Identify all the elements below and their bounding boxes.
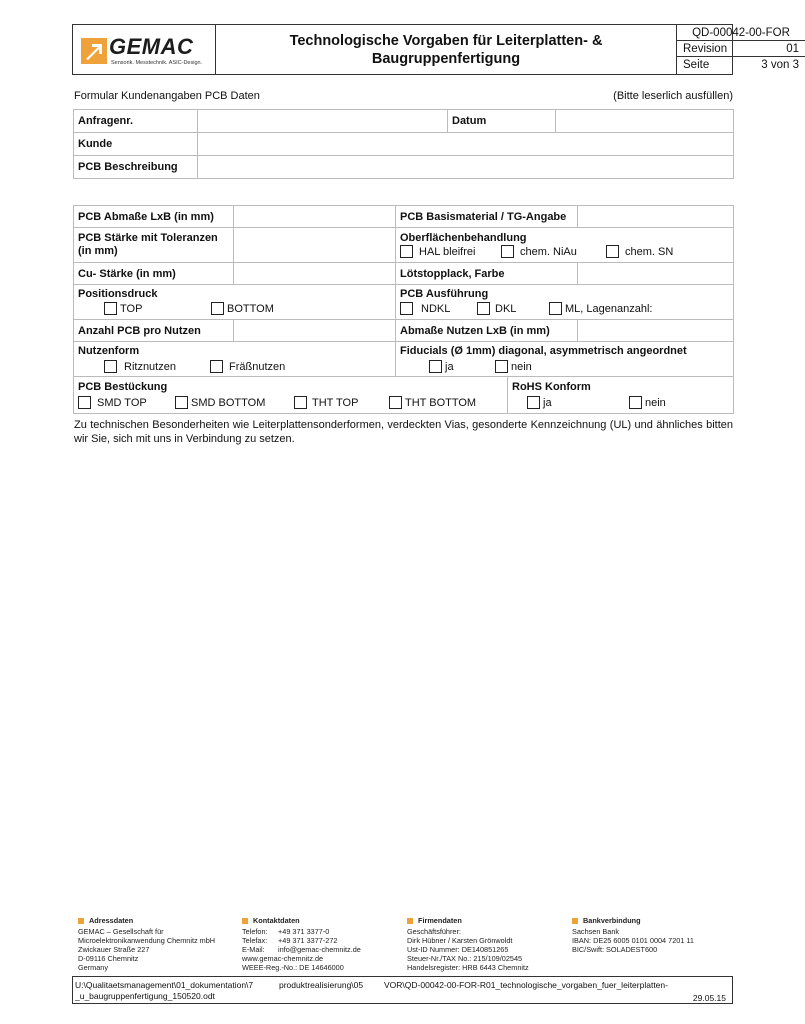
loetstopp-label: Lötstopplack, Farbe bbox=[396, 263, 578, 285]
option-chem-niau[interactable]: chem. NiAu bbox=[501, 245, 577, 258]
anzahl-nutzen-label: Anzahl PCB pro Nutzen bbox=[74, 320, 234, 342]
checkbox[interactable] bbox=[104, 360, 117, 373]
positionsdruck-label: Positionsdruck bbox=[74, 285, 396, 320]
revision-row bbox=[677, 41, 805, 57]
option-ritznutzen[interactable]: Ritznutzen bbox=[104, 360, 176, 373]
option-rohs-nein[interactable]: nein bbox=[629, 396, 666, 409]
doc-id: QD-00042-00-FOR bbox=[677, 25, 805, 41]
datum-field[interactable] bbox=[556, 110, 734, 133]
note-text: Zu technischen Besonderheiten wie Leiterplattensonderformen, verdeckten Vias, gesonderte Kennzeichnung (UL) und ähnliches bitten wir Sie, sich mit uns in Verbindung zu setzen. bbox=[74, 419, 733, 445]
checkbox[interactable] bbox=[429, 360, 442, 373]
fiducials-label: Fiducials (Ø 1mm) diagonal, asymmetrisch angeordnet bbox=[396, 342, 734, 377]
page-row bbox=[677, 57, 805, 73]
ausfuehrung-label: PCB Ausführung bbox=[396, 285, 734, 320]
title-line-1: Technologische Vorgaben für Leiterplatten- & bbox=[289, 32, 603, 49]
basismaterial-label: PCB Basismaterial / TG-Angabe bbox=[396, 206, 578, 228]
option-tht-top[interactable]: THT TOP bbox=[294, 396, 358, 409]
footer-bankverbindung: Bankverbindung Sachsen Bank IBAN: DE25 6005 0101 0004 7201 11 BIC/Swift: SOLADEST600 bbox=[572, 916, 694, 954]
revision-label: Revision bbox=[683, 42, 728, 55]
rohs-label: RoHS Konform bbox=[508, 377, 734, 414]
checkbox[interactable] bbox=[400, 245, 413, 258]
document-title bbox=[216, 25, 677, 74]
option-fiducials-nein[interactable]: nein bbox=[495, 360, 532, 373]
checkbox[interactable] bbox=[294, 396, 307, 409]
form-title: Formular Kundenangaben PCB Daten bbox=[74, 90, 260, 102]
checkbox[interactable] bbox=[389, 396, 402, 409]
checkbox[interactable] bbox=[210, 360, 223, 373]
abmasse-nutzen-field[interactable] bbox=[578, 320, 734, 342]
beschreibung-label: PCB Beschreibung bbox=[74, 156, 198, 179]
cu-staerke-label: Cu- Stärke (in mm) bbox=[74, 263, 234, 285]
option-ml[interactable]: ML, Lagenanzahl: bbox=[549, 302, 652, 315]
logo-tagline: Sensorik. Messtechnik. ASIC-Design. bbox=[111, 60, 203, 66]
option-top[interactable]: TOP bbox=[104, 302, 142, 315]
checkbox[interactable] bbox=[400, 302, 413, 315]
checkbox[interactable] bbox=[606, 245, 619, 258]
title-line-2: Baugruppenfertigung bbox=[371, 50, 521, 67]
checkbox[interactable] bbox=[477, 302, 490, 315]
revision-value: 01 bbox=[786, 42, 799, 55]
loetstopp-field[interactable] bbox=[578, 263, 734, 285]
nutzenform-label: Nutzenform bbox=[74, 342, 396, 377]
option-rohs-ja[interactable]: ja bbox=[527, 396, 552, 409]
checkbox[interactable] bbox=[549, 302, 562, 315]
abmasse-field[interactable] bbox=[234, 206, 396, 228]
option-smd-bottom[interactable]: SMD BOTTOM bbox=[175, 396, 265, 409]
option-chem-sn[interactable]: chem. SN bbox=[606, 245, 673, 258]
option-tht-bottom[interactable]: THT BOTTOM bbox=[389, 396, 476, 409]
checkbox[interactable] bbox=[211, 302, 224, 315]
bullet-icon bbox=[242, 918, 248, 924]
staerke-label: PCB Stärke mit Toleranzen (in mm) bbox=[74, 228, 234, 263]
basismaterial-field[interactable] bbox=[578, 206, 734, 228]
pcb-spec-table bbox=[73, 205, 734, 377]
checkbox[interactable] bbox=[104, 302, 117, 315]
document-header bbox=[72, 24, 799, 75]
oberflaeche-label: Oberflächenbehandlung bbox=[396, 228, 734, 263]
anfragenr-field[interactable] bbox=[198, 110, 448, 133]
option-bottom[interactable]: BOTTOM bbox=[211, 302, 274, 315]
abmasse-label: PCB Abmaße LxB (in mm) bbox=[74, 206, 234, 228]
page-value: 3 von 3 bbox=[761, 59, 799, 71]
abmasse-nutzen-label: Abmaße Nutzen LxB (in mm) bbox=[396, 320, 578, 342]
bullet-icon bbox=[572, 918, 578, 924]
path-part-1: U:\Qualitaetsmanagement\01_dokumentation\7 bbox=[75, 980, 254, 990]
checkbox[interactable] bbox=[495, 360, 508, 373]
kunde-label: Kunde bbox=[74, 133, 198, 156]
page-label: Seite bbox=[683, 59, 710, 71]
footer-date: 29.05.15 bbox=[692, 993, 726, 1003]
cu-staerke-field[interactable] bbox=[234, 263, 396, 285]
company-logo bbox=[73, 25, 216, 74]
footer-adressdaten: Adressdaten GEMAC – Gesellschaft für Microelektronikanwendung Chemnitz mbH Zwickauer Straße 227 D-09116 Chemnitz Germany bbox=[78, 916, 216, 972]
option-hal-bleifrei[interactable]: HAL bleifrei bbox=[400, 245, 475, 258]
website-link[interactable]: www.gemac-chemnitz.de bbox=[242, 954, 324, 963]
document-meta bbox=[677, 25, 805, 74]
bestueckung-label: PCB Bestückung bbox=[74, 377, 508, 414]
checkbox[interactable] bbox=[527, 396, 540, 409]
email-link[interactable]: info@gemac-chemnitz.de bbox=[278, 945, 361, 954]
path-part-3: VOR\QD-00042-00-FOR-R01_technologische_vorgaben_fuer_leiterplatten- bbox=[384, 980, 668, 990]
gemac-logo-icon bbox=[81, 38, 107, 64]
datum-label: Datum bbox=[448, 110, 556, 133]
checkbox[interactable] bbox=[175, 396, 188, 409]
staerke-field[interactable] bbox=[234, 228, 396, 263]
beschreibung-field[interactable] bbox=[198, 156, 734, 179]
bullet-icon bbox=[78, 918, 84, 924]
logo-wordmark: GEMAC bbox=[109, 34, 194, 59]
option-ndkl[interactable]: NDKL bbox=[400, 302, 450, 315]
path-part-4: _u_baugruppenfertigung_150520.odt bbox=[75, 991, 215, 1001]
checkbox[interactable] bbox=[629, 396, 642, 409]
form-hint: (Bitte leserlich ausfüllen) bbox=[613, 90, 733, 102]
kunde-field[interactable] bbox=[198, 133, 734, 156]
option-smd-top[interactable]: SMD TOP bbox=[78, 396, 147, 409]
file-path-box bbox=[72, 976, 733, 1004]
option-dkl[interactable]: DKL bbox=[477, 302, 516, 315]
footer-kontaktdaten: Kontaktdaten Telefon: +49 371 3377-0 Telefax: +49 371 3377-272 E-Mail: info@gemac-chemnitz.de www.gemac-chemnitz.de WEEE-Reg.-No.: DE 14646000 bbox=[242, 916, 361, 972]
bullet-icon bbox=[407, 918, 413, 924]
anfragenr-label: Anfragenr. bbox=[74, 110, 198, 133]
path-part-2: produktrealisierung\05 bbox=[279, 980, 364, 990]
anzahl-nutzen-field[interactable] bbox=[234, 320, 396, 342]
checkbox[interactable] bbox=[78, 396, 91, 409]
footer-firmendaten: Firmendaten Geschäftsführer: Dirk Hübner / Karsten Grönwoldt Ust-ID Nummer: DE140851265 Steuer-Nr./TAX No.: 215/109/02545 Handelsregister: HRB 6443 Chemnitz bbox=[407, 916, 529, 972]
customer-table bbox=[73, 109, 734, 179]
checkbox[interactable] bbox=[501, 245, 514, 258]
option-fraessnutzen[interactable]: Fräßnutzen bbox=[210, 360, 285, 373]
option-fiducials-ja[interactable]: ja bbox=[429, 360, 454, 373]
